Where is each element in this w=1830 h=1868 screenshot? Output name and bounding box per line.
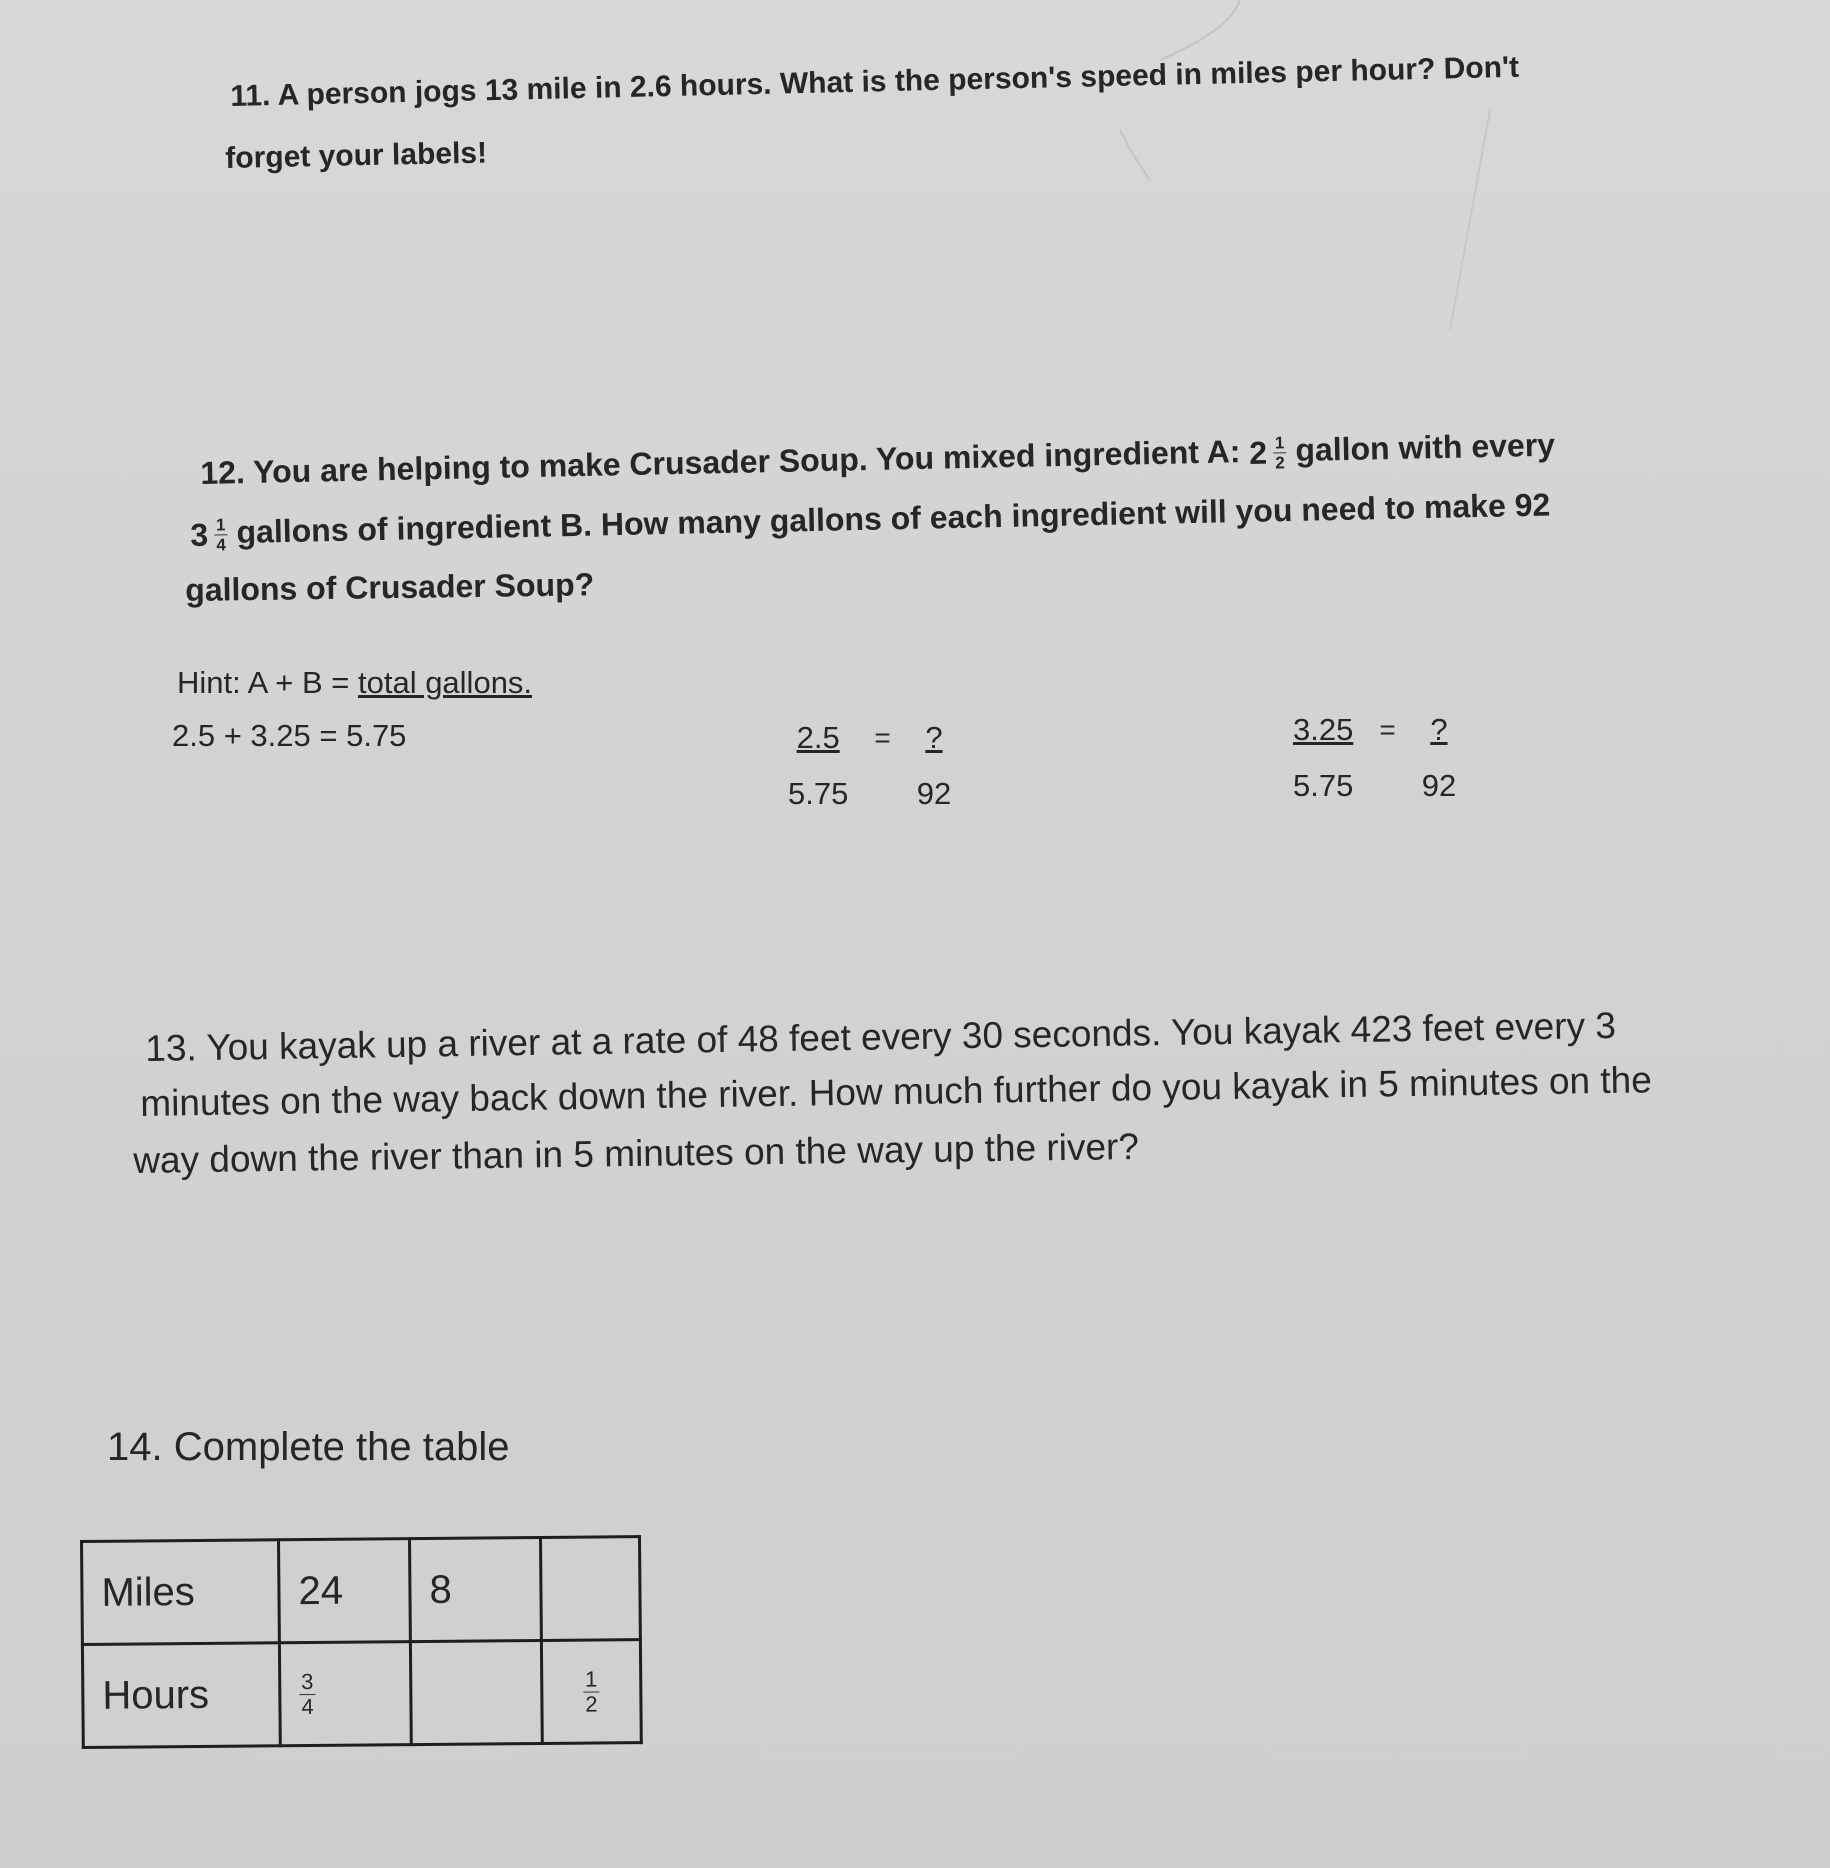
cell-hours-3 [541,1640,641,1744]
mixed-b-fraction [214,516,228,553]
q11-text-1: A person jogs 13 mile in 2.6 hours. What is the person's speed in miles per hour? Don't [277,50,1520,112]
mixed-b-whole: 3 [190,516,209,554]
hours-3-numerator: 1 [583,1668,599,1692]
ratio-a-num-left: 2.5 [796,720,840,755]
q14-line [107,1425,510,1470]
q13-number: 13. [145,1027,198,1069]
cell-miles-3-blank[interactable] [540,1537,640,1641]
mixed-a-fraction [1273,434,1287,471]
q12-mixed-number-b [190,516,228,554]
row-label-miles: Miles [82,1540,280,1645]
hours-3-denominator: 2 [585,1691,598,1717]
hours-3-fraction [583,1668,600,1715]
cell-miles-2: 8 [410,1537,542,1641]
hint-target: total gallons. [357,665,533,700]
q12-text-2: gallons of ingredient B. How many gallons of each ingredient will you need to make 92 [236,486,1551,551]
ratio-b-equals: = [1379,714,1396,745]
q12-text-1b: gallon with every [1295,426,1556,469]
hint-label: Hint: [177,665,241,700]
ratio-a-num-right: ? [925,720,943,755]
ratio-a-den-left: 5.75 [788,776,849,811]
q13-text-1: You kayak up a river at a rate of 48 feet every 30 seconds. You kayak 423 feet every 3 [206,1004,1617,1069]
mixed-a-denominator: 2 [1275,453,1285,473]
q12-number: 12. [200,454,246,491]
hours-1-fraction [299,1668,316,1720]
row-label-hours: Hours [82,1643,280,1748]
hours-1-denominator: 4 [301,1693,314,1720]
q12-mixed-number-a [1249,434,1287,472]
ratio-table [80,1535,643,1749]
ratio-b-num-left: 3.25 [1293,712,1354,747]
ratio-b-num-right: ? [1430,712,1448,747]
q14-number: 14. [107,1425,163,1469]
q12-hint [177,665,532,701]
mixed-a-numerator: 1 [1273,434,1287,453]
cell-hours-2-blank[interactable] [410,1640,542,1744]
hint-expression: A + B = [247,665,350,700]
q13-text-2: minutes on the way back down the river. How much further do you kayak in 5 minutes on the [140,1059,1653,1124]
table-row-miles [82,1537,641,1645]
q12-ratio-a [788,720,951,812]
q12-sum: 2.5 + 3.25 = 5.75 [172,718,407,753]
mixed-b-numerator: 1 [214,516,228,535]
q12-text-3: gallons of Crusader Soup? [185,566,595,608]
q12-text-1a: You are helping to make Crusader Soup. You mixed ingredient A: [252,433,1241,490]
cell-miles-1: 24 [279,1539,411,1643]
hours-1-numerator: 3 [299,1671,315,1695]
q12-ratio-b [1293,712,1456,804]
ratio-a-den-right: 92 [916,776,952,811]
ratio-b-den-right: 92 [1421,768,1457,803]
ratio-a-equals: = [874,722,891,753]
cell-hours-1 [279,1642,411,1746]
ratio-b-den-left: 5.75 [1293,768,1354,803]
table-row-hours [82,1640,641,1748]
q13-text-3: way down the river than in 5 minutes on the way up the river? [133,1125,1140,1181]
q14-prompt: Complete the table [173,1425,510,1469]
mixed-a-whole: 2 [1248,434,1268,472]
mixed-b-denominator: 4 [216,535,227,555]
q11-text-2: forget your labels! [225,136,488,175]
q11-number: 11. [230,79,271,113]
